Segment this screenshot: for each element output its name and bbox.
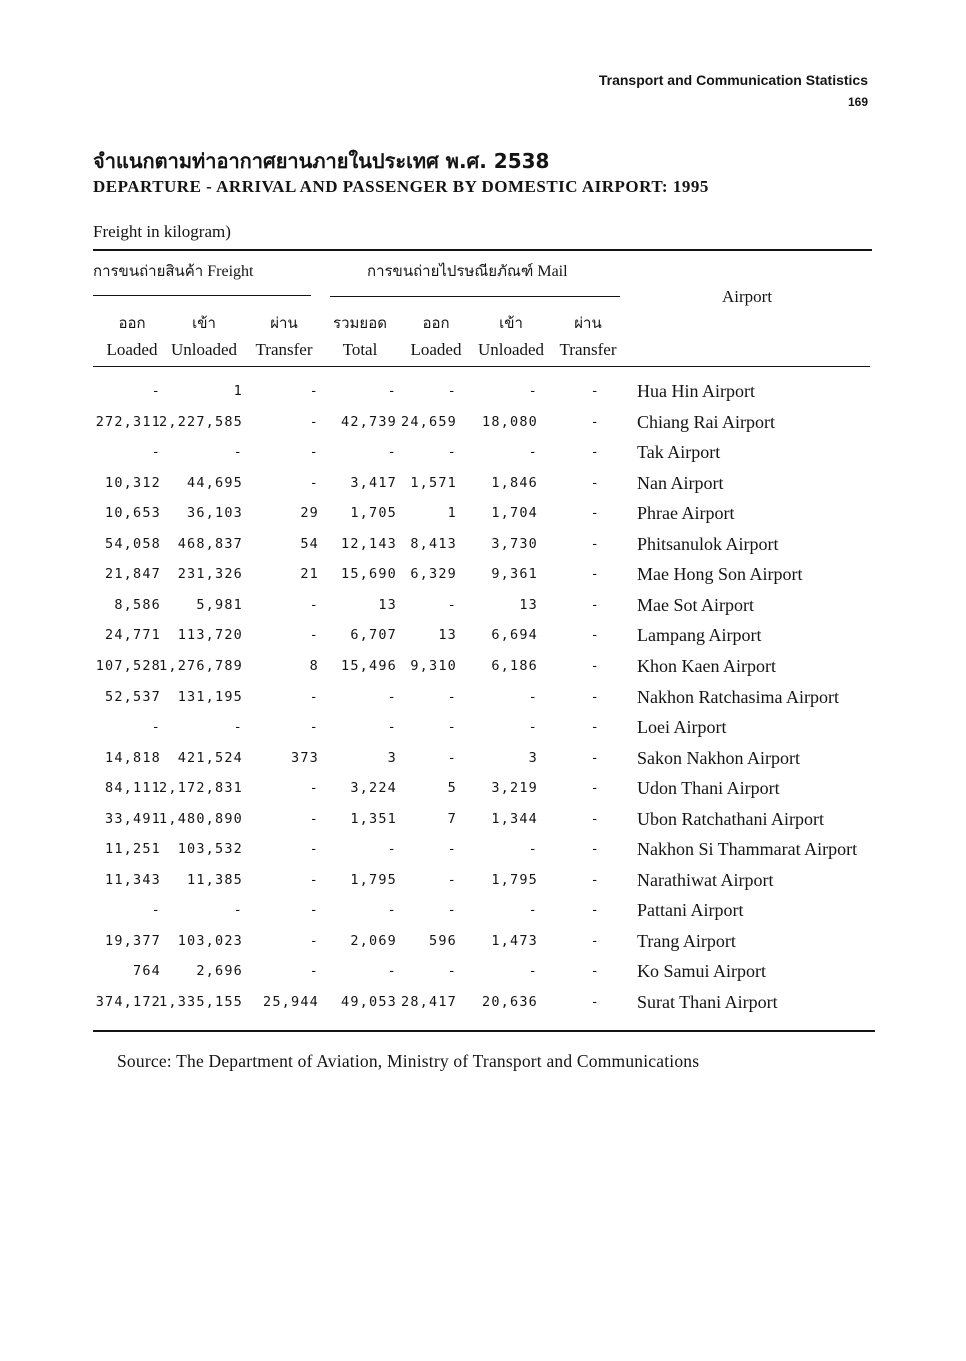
table-row (0, 437, 966, 467)
cell-mail-loaded: 6,329 (410, 566, 457, 583)
cell-mail-loaded: - (447, 444, 457, 461)
cell-mail-unloaded: 6,694 (491, 627, 538, 644)
cell-mail-loaded: 24,659 (401, 413, 457, 430)
cell-airport-name: Ubon Ratchathani Airport (637, 808, 824, 829)
cell-airport-name: Narathiwat Airport (637, 869, 774, 890)
cell-freight-transfer: 29 (300, 505, 319, 522)
cell-mail-total: 1,795 (350, 871, 397, 888)
cell-freight-unloaded: 103,532 (177, 841, 243, 858)
cell-mail-transfer: - (590, 627, 600, 644)
table-row (0, 468, 966, 498)
cell-mail-total: 3 (387, 749, 397, 766)
mail-group-thai: การขนถ่ายไปรษณียภัณฑ์ (367, 262, 534, 280)
cell-mail-loaded: 9,310 (410, 657, 457, 674)
cell-freight-transfer: 25,944 (263, 994, 319, 1010)
cell-freight-transfer: - (309, 688, 319, 705)
airport-column-header: Airport (722, 287, 773, 306)
cell-mail-unloaded: - (528, 841, 538, 858)
cell-freight-unloaded: 113,720 (177, 627, 243, 644)
cell-mail-total: 3,224 (350, 780, 397, 797)
col-header-english: Loaded (410, 340, 462, 359)
cell-mail-transfer: - (590, 474, 600, 491)
cell-freight-unloaded: 2,172,831 (159, 780, 243, 797)
cell-mail-unloaded: - (528, 902, 538, 919)
cell-freight-loaded: 54,058 (105, 535, 161, 552)
cell-airport-name: Nakhon Ratchasima Airport (637, 686, 839, 707)
cell-mail-transfer: - (590, 841, 600, 858)
table-row (0, 743, 966, 773)
cell-mail-transfer: - (590, 688, 600, 705)
freight-group-header (93, 259, 253, 283)
cell-mail-total: 13 (378, 596, 397, 613)
cell-airport-name: Pattani Airport (637, 900, 744, 921)
cell-mail-unloaded: 6,186 (491, 657, 538, 674)
cell-freight-loaded: 107,528 (95, 657, 161, 674)
cell-freight-unloaded: 44,695 (187, 474, 243, 491)
cell-mail-transfer: - (590, 535, 600, 552)
table-row (0, 926, 966, 956)
col-header-english: Loaded (106, 340, 158, 359)
cell-freight-unloaded: 103,023 (177, 932, 243, 949)
cell-mail-transfer: - (590, 963, 600, 980)
cell-mail-loaded: - (447, 688, 457, 705)
cell-mail-loaded: - (447, 383, 457, 399)
table-row (0, 529, 966, 559)
cell-freight-unloaded: 1 (233, 383, 243, 399)
table-row (0, 865, 966, 895)
cell-mail-transfer: - (590, 719, 600, 736)
cell-airport-name: Phitsanulok Airport (637, 533, 779, 554)
cell-airport-name: Mae Sot Airport (637, 594, 754, 615)
col-header-english: Transfer (255, 340, 313, 359)
cell-mail-loaded: - (447, 963, 457, 980)
cell-mail-total: - (387, 963, 397, 980)
cell-airport-name: Nakhon Si Thammarat Airport (637, 839, 858, 860)
cell-mail-total: 1,705 (350, 505, 397, 522)
cell-airport-name: Loei Airport (637, 717, 727, 738)
cell-freight-transfer: - (309, 963, 319, 980)
table-row (0, 834, 966, 864)
cell-mail-loaded: 1,571 (410, 474, 457, 491)
col-header-english: Unloaded (170, 340, 238, 359)
table-row (0, 987, 966, 1017)
cell-freight-unloaded: 468,837 (177, 535, 243, 552)
cell-mail-loaded: 8,413 (410, 535, 457, 552)
cell-airport-name: Nan Airport (637, 472, 724, 493)
col-header-thai: รวมยอด (333, 314, 387, 332)
cell-airport-name: Sakon Nakhon Airport (637, 747, 800, 768)
cell-freight-loaded: - (151, 444, 161, 461)
cell-mail-unloaded: - (528, 688, 538, 705)
cell-mail-loaded: - (447, 596, 457, 613)
cell-mail-unloaded: 18,080 (482, 413, 538, 430)
cell-freight-unloaded: 421,524 (177, 749, 243, 766)
cell-freight-loaded: 33,491 (105, 810, 161, 827)
cell-mail-transfer: - (590, 413, 600, 430)
cell-mail-total: - (387, 902, 397, 919)
table-row (0, 590, 966, 620)
cell-airport-name: Udon Thani Airport (637, 778, 780, 799)
cell-mail-unloaded: 1,795 (491, 871, 538, 888)
cell-freight-loaded: 11,251 (105, 841, 161, 858)
cell-freight-transfer: 54 (300, 535, 319, 552)
cell-mail-total: 15,496 (341, 657, 397, 674)
cell-mail-transfer: - (590, 932, 600, 949)
mail-group-header (367, 259, 568, 283)
cell-mail-transfer: - (590, 810, 600, 827)
cell-freight-unloaded: 1,276,789 (159, 657, 243, 674)
cell-mail-unloaded: - (528, 963, 538, 980)
cell-airport-name: Hua Hin Airport (637, 381, 755, 401)
page-number: 169 (847, 95, 868, 109)
cell-freight-loaded: 8,586 (114, 596, 161, 613)
cell-mail-unloaded: - (528, 383, 538, 399)
cell-mail-unloaded: 1,344 (491, 810, 538, 827)
source-note: Source: The Department of Aviation, Ministry of Transport and Communications (117, 1051, 700, 1071)
cell-mail-unloaded: 3,219 (491, 780, 538, 797)
table-row (0, 498, 966, 528)
table-row (0, 712, 966, 742)
cell-freight-loaded: 14,818 (105, 749, 161, 766)
cell-freight-loaded: 19,377 (105, 932, 161, 949)
cell-freight-transfer: - (309, 444, 319, 461)
col-header-english: Unloaded (477, 340, 545, 359)
cell-mail-loaded: 13 (438, 627, 457, 644)
cell-freight-unloaded: - (233, 902, 243, 919)
mail-group-rule (330, 296, 620, 297)
cell-freight-transfer: - (309, 383, 319, 399)
cell-mail-total: 12,143 (341, 535, 397, 552)
cell-freight-transfer: - (309, 810, 319, 827)
cell-airport-name: Surat Thani Airport (637, 992, 778, 1012)
col-header-thai: ผ่าน (270, 314, 298, 332)
col-header-mail-transfer (538, 311, 638, 360)
cell-freight-unloaded: 2,696 (196, 963, 243, 980)
cell-freight-unloaded: - (233, 444, 243, 461)
table-row (0, 773, 966, 803)
cell-mail-unloaded: 13 (519, 596, 538, 613)
table-row (0, 559, 966, 589)
cell-mail-transfer: - (590, 383, 600, 399)
table-bottom-rule (93, 1030, 875, 1032)
cell-airport-name: Chiang Rai Airport (637, 411, 775, 432)
table-row (0, 804, 966, 834)
cell-freight-transfer: - (309, 780, 319, 797)
cell-mail-transfer: - (590, 596, 600, 613)
cell-freight-unloaded: 1,480,890 (159, 810, 243, 827)
cell-freight-loaded: 11,343 (105, 871, 161, 888)
cell-mail-unloaded: 3,730 (491, 535, 538, 552)
cell-mail-loaded: 28,417 (401, 994, 457, 1010)
table-row (0, 956, 966, 986)
cell-freight-transfer: 21 (300, 566, 319, 583)
cell-freight-loaded: 84,111 (105, 780, 161, 797)
cell-mail-transfer: - (590, 444, 600, 461)
cell-freight-transfer: - (309, 719, 319, 736)
cell-freight-transfer: - (309, 474, 319, 491)
cell-airport-name: Phrae Airport (637, 503, 735, 524)
cell-freight-transfer: - (309, 627, 319, 644)
cell-mail-total: 2,069 (350, 932, 397, 949)
cell-mail-total: 1,351 (350, 810, 397, 827)
col-header-thai: ผ่าน (574, 314, 602, 332)
cell-freight-unloaded: 36,103 (187, 505, 243, 522)
col-header-thai: เข้า (499, 314, 523, 332)
cell-freight-loaded: - (151, 902, 161, 919)
cell-freight-unloaded: 11,385 (187, 871, 243, 888)
header-bottom-rule (93, 366, 870, 367)
cell-freight-loaded: 272,311 (95, 413, 161, 430)
cell-mail-total: - (387, 719, 397, 736)
cell-mail-transfer: - (590, 871, 600, 888)
cell-mail-total: - (387, 444, 397, 461)
cell-mail-transfer: - (590, 657, 600, 674)
cell-freight-loaded: 764 (133, 963, 161, 980)
cell-mail-loaded: - (447, 719, 457, 736)
cell-mail-loaded: - (447, 871, 457, 888)
cell-mail-total: 6,707 (350, 627, 397, 644)
col-header-english: Transfer (559, 340, 617, 359)
table-title-english: DEPARTURE - ARRIVAL AND PASSENGER BY DOMESTIC AIRPORT: 1995 (93, 177, 709, 196)
cell-mail-total: - (387, 841, 397, 858)
cell-mail-loaded: 7 (447, 810, 457, 827)
cell-freight-transfer: - (309, 902, 319, 919)
cell-mail-unloaded: 1,704 (491, 505, 538, 522)
cell-freight-transfer: - (309, 871, 319, 888)
cell-freight-transfer: 373 (291, 749, 319, 766)
mail-group-english: Mail (537, 263, 568, 280)
table-row (0, 620, 966, 650)
cell-freight-transfer: - (309, 413, 319, 430)
cell-mail-total: - (387, 688, 397, 705)
cell-freight-loaded: 374,172 (95, 994, 161, 1010)
cell-freight-loaded: 10,653 (105, 505, 161, 522)
cell-mail-loaded: 596 (429, 932, 457, 949)
cell-mail-unloaded: 1,846 (491, 474, 538, 491)
freight-group-thai: การขนถ่ายสินค้า (93, 262, 204, 280)
cell-mail-loaded: - (447, 749, 457, 766)
cell-mail-total: 49,053 (341, 994, 397, 1010)
cell-airport-name: Khon Kaen Airport (637, 655, 776, 676)
cell-mail-unloaded: - (528, 719, 538, 736)
cell-mail-transfer: - (590, 994, 600, 1010)
table-top-rule (93, 249, 872, 251)
cell-mail-transfer: - (590, 749, 600, 766)
table-row (0, 895, 966, 925)
cell-mail-loaded: - (447, 841, 457, 858)
cell-airport-name: Trang Airport (637, 930, 736, 951)
cell-mail-unloaded: 3 (528, 749, 538, 766)
cell-freight-loaded: - (151, 383, 161, 399)
table-title-thai: จำแนกตามท่าอากาศยานภายในประเทศ พ.ศ. 2538 (93, 149, 550, 173)
cell-mail-loaded: 5 (447, 780, 457, 797)
cell-airport-name: Ko Samui Airport (637, 961, 766, 982)
cell-freight-transfer: 8 (309, 657, 319, 674)
cell-mail-unloaded: 1,473 (491, 932, 538, 949)
freight-group-rule (93, 295, 311, 296)
cell-freight-unloaded: 5,981 (196, 596, 243, 613)
cell-freight-loaded: 24,771 (105, 627, 161, 644)
cell-freight-unloaded: 131,195 (177, 688, 243, 705)
cell-mail-transfer: - (590, 505, 600, 522)
running-header-title: Transport and Communication Statistics (598, 72, 868, 88)
cell-mail-total: 15,690 (341, 566, 397, 583)
cell-mail-unloaded: 9,361 (491, 566, 538, 583)
cell-mail-loaded: - (447, 902, 457, 919)
cell-mail-transfer: - (590, 902, 600, 919)
cell-freight-loaded: 21,847 (105, 566, 161, 583)
table-row (0, 376, 966, 406)
cell-freight-loaded: 52,537 (105, 688, 161, 705)
cell-mail-transfer: - (590, 780, 600, 797)
cell-airport-name: Mae Hong Son Airport (637, 564, 803, 585)
table-row (0, 682, 966, 712)
cell-freight-transfer: - (309, 932, 319, 949)
cell-mail-unloaded: - (528, 444, 538, 461)
unit-note: Freight in kilogram) (93, 222, 231, 241)
table-row (0, 651, 966, 681)
cell-freight-transfer: - (309, 841, 319, 858)
cell-mail-loaded: 1 (447, 505, 457, 522)
cell-airport-name: Lampang Airport (637, 625, 762, 646)
cell-freight-unloaded: 2,227,585 (159, 413, 243, 430)
cell-mail-transfer: - (590, 566, 600, 583)
cell-mail-total: - (387, 383, 397, 399)
cell-mail-unloaded: 20,636 (482, 994, 538, 1010)
table-row (0, 407, 966, 437)
freight-group-english: Freight (207, 263, 254, 280)
col-header-thai: ออก (118, 314, 146, 332)
col-header-thai: เข้า (192, 314, 216, 332)
cell-freight-unloaded: 231,326 (177, 566, 243, 583)
col-header-english: Total (342, 340, 378, 359)
cell-freight-loaded: - (151, 719, 161, 736)
col-header-thai: ออก (422, 314, 450, 332)
cell-freight-unloaded: 1,335,155 (159, 994, 243, 1010)
cell-freight-unloaded: - (233, 719, 243, 736)
cell-freight-transfer: - (309, 596, 319, 613)
cell-mail-total: 3,417 (350, 474, 397, 491)
cell-airport-name: Tak Airport (637, 442, 721, 463)
cell-freight-loaded: 10,312 (105, 474, 161, 491)
cell-mail-total: 42,739 (341, 413, 397, 430)
